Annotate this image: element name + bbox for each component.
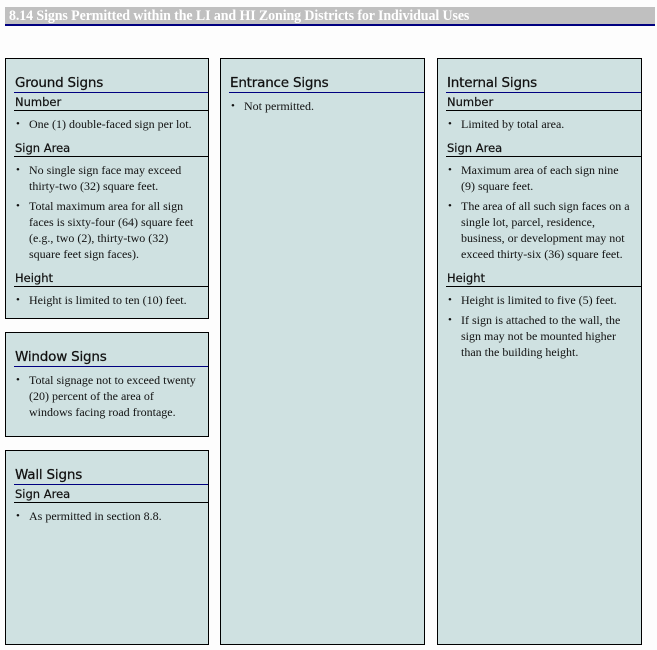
ground-signs-title: Ground Signs	[14, 75, 208, 93]
internal-number-list	[446, 111, 641, 139]
section-title-bar	[5, 7, 655, 26]
ground-sign-area-list	[14, 157, 208, 269]
list-item: • Height is limited to five (5) feet.	[446, 292, 633, 308]
list-item: • Maximum area of each sign nine (9) square feet.	[446, 162, 633, 194]
list-item: • Height is limited to ten (10) feet.	[14, 292, 200, 308]
window-signs-box	[5, 332, 209, 437]
list-item: • If sign is attached to the wall, the sign may not be mounted higher than the building height.	[446, 312, 633, 360]
ground-height-heading: Height	[14, 269, 208, 287]
wall-signs-box	[5, 450, 209, 645]
list-item: • No single sign face may exceed thirty-two (32) square feet.	[14, 162, 200, 194]
wall-signs-title: Wall Signs	[14, 467, 208, 485]
list-item: • Limited by total area.	[446, 116, 633, 132]
list-item: • Total maximum area for all sign faces is sixty-four (64) square feet (e.g., two (2), thirty-two (32) square feet sign faces).	[14, 198, 200, 262]
internal-sign-area-list	[446, 157, 641, 269]
ground-number-heading: Number	[14, 93, 208, 111]
list-item: • The area of all such sign faces on a single lot, parcel, residence, business, or development may not exceed thirty-six (36) square feet.	[446, 198, 633, 262]
section-title: 8.14 Signs Permitted within the LI and HI Zoning Districts for Individual Uses	[9, 8, 470, 24]
ground-signs-box	[5, 58, 209, 319]
ground-sign-area-heading: Sign Area	[14, 139, 208, 157]
ground-height-list	[14, 287, 208, 315]
internal-height-heading: Height	[446, 269, 641, 287]
internal-signs-title: Internal Signs	[446, 75, 641, 93]
list-item: • As permitted in section 8.8.	[14, 508, 200, 524]
window-signs-list	[14, 367, 208, 427]
window-signs-title: Window Signs	[14, 349, 208, 367]
wall-sign-area-heading: Sign Area	[14, 485, 208, 503]
internal-number-heading: Number	[446, 93, 641, 111]
list-item: • Total signage not to exceed twenty (20) percent of the area of windows facing road frontage.	[14, 372, 200, 420]
internal-height-list	[446, 287, 641, 367]
entrance-signs-list	[229, 93, 424, 121]
entrance-signs-title: Entrance Signs	[229, 75, 424, 93]
internal-signs-box	[437, 58, 642, 645]
internal-sign-area-heading: Sign Area	[446, 139, 641, 157]
ground-number-list	[14, 111, 208, 139]
entrance-signs-box	[220, 58, 425, 645]
wall-sign-area-list	[14, 503, 208, 531]
list-item: • Not permitted.	[229, 98, 416, 114]
list-item: • One (1) double-faced sign per lot.	[14, 116, 200, 132]
